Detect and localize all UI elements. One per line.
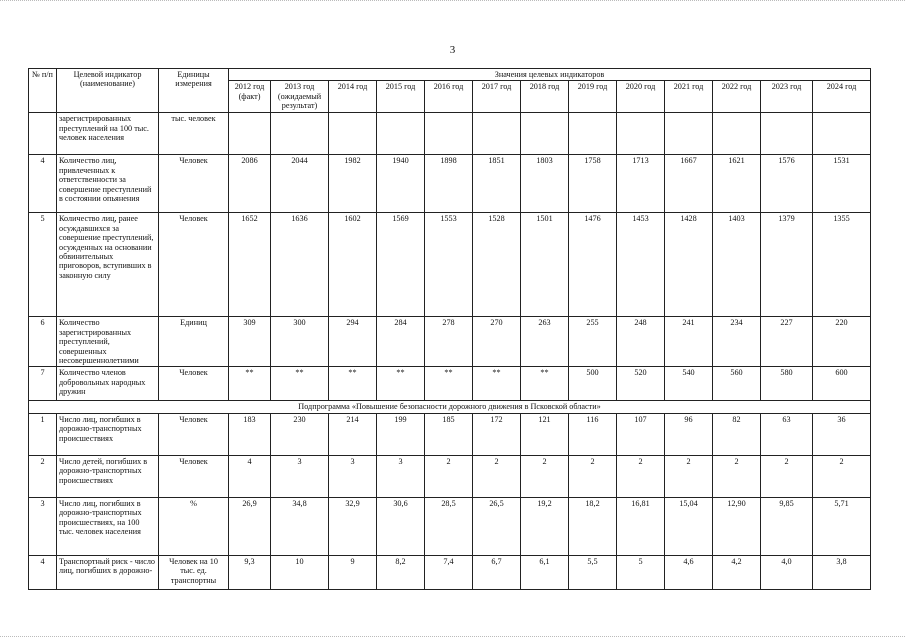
- indicator-value: 19,2: [521, 497, 569, 555]
- indicator-value: 1528: [473, 213, 521, 317]
- indicator-value: 4,6: [665, 555, 713, 589]
- table-row: [29, 497, 871, 555]
- indicator-unit: Человек: [159, 155, 229, 213]
- year-header: 2019 год: [569, 81, 617, 113]
- indicator-value: 32,9: [329, 497, 377, 555]
- indicator-value: 6,7: [473, 555, 521, 589]
- indicator-unit: %: [159, 497, 229, 555]
- indicator-value: 4: [229, 455, 271, 497]
- indicator-value: 121: [521, 413, 569, 455]
- indicator-name: Транспортный риск - число лиц, погибших в дорожно-: [57, 555, 159, 589]
- table-row: [29, 367, 871, 401]
- indicator-value: 2086: [229, 155, 271, 213]
- indicator-name: зарегистрированных преступлений на 100 тыс. человек населения: [57, 113, 159, 155]
- indicator-value: 227: [761, 317, 813, 367]
- indicator-value: 1428: [665, 213, 713, 317]
- indicator-value: 1355: [813, 213, 871, 317]
- year-header: 2015 год: [377, 81, 425, 113]
- indicator-value: 3: [377, 455, 425, 497]
- indicator-value: **: [425, 367, 473, 401]
- indicator-value: 2: [713, 455, 761, 497]
- year-header: 2024 год: [813, 81, 871, 113]
- indicator-value: 1621: [713, 155, 761, 213]
- indicator-value: 9: [329, 555, 377, 589]
- indicator-value: 12,90: [713, 497, 761, 555]
- table-row: [29, 213, 871, 317]
- indicator-value: [473, 113, 521, 155]
- header-unit: Единицы измерения: [159, 69, 229, 113]
- indicator-value: [521, 113, 569, 155]
- indicator-value: 5,71: [813, 497, 871, 555]
- indicator-value: 284: [377, 317, 425, 367]
- row-number: 5: [29, 213, 57, 317]
- indicator-unit: Единиц: [159, 317, 229, 367]
- indicator-unit: тыс. человек: [159, 113, 229, 155]
- page-number: 3: [449, 44, 456, 56]
- indicator-value: 580: [761, 367, 813, 401]
- indicator-value: 2: [665, 455, 713, 497]
- indicator-value: 278: [425, 317, 473, 367]
- year-header: 2013 год (ожидаемый результат): [271, 81, 329, 113]
- year-header: 2017 год: [473, 81, 521, 113]
- indicator-value: 1898: [425, 155, 473, 213]
- indicator-value: 26,9: [229, 497, 271, 555]
- indicator-value: [569, 113, 617, 155]
- header-indicator: Целевой индикатор (наименование): [57, 69, 159, 113]
- indicator-value: 10: [271, 555, 329, 589]
- indicator-value: 520: [617, 367, 665, 401]
- header-num: № п/п: [29, 69, 57, 113]
- table-row: [29, 555, 871, 589]
- indicator-value: [713, 113, 761, 155]
- indicator-name: Количество зарегистрированных преступлений, совершенных несовершеннолетними: [57, 317, 159, 367]
- indicator-name: Число лиц, погибших в дорожно-транспортных происшествиях, на 100 тыс. человек населения: [57, 497, 159, 555]
- row-number: 2: [29, 455, 57, 497]
- indicator-value: 116: [569, 413, 617, 455]
- indicator-value: 1652: [229, 213, 271, 317]
- indicator-value: 1531: [813, 155, 871, 213]
- indicator-value: [329, 113, 377, 155]
- year-header: 2022 год: [713, 81, 761, 113]
- indicator-value: 183: [229, 413, 271, 455]
- year-header: 2021 год: [665, 81, 713, 113]
- indicator-value: 1403: [713, 213, 761, 317]
- indicator-value: 220: [813, 317, 871, 367]
- indicator-value: 4,0: [761, 555, 813, 589]
- indicator-value: 34,8: [271, 497, 329, 555]
- indicator-value: 234: [713, 317, 761, 367]
- indicator-value: 96: [665, 413, 713, 455]
- row-number: 4: [29, 155, 57, 213]
- table-row: [29, 413, 871, 455]
- indicator-value: 30,6: [377, 497, 425, 555]
- row-number: 3: [29, 497, 57, 555]
- indicator-value: 9,3: [229, 555, 271, 589]
- indicator-value: 1636: [271, 213, 329, 317]
- indicator-value: 2: [425, 455, 473, 497]
- indicator-value: 15,04: [665, 497, 713, 555]
- indicator-value: 600: [813, 367, 871, 401]
- indicator-value: 28,5: [425, 497, 473, 555]
- indicator-value: 540: [665, 367, 713, 401]
- indicator-value: 63: [761, 413, 813, 455]
- indicator-value: 230: [271, 413, 329, 455]
- indicator-value: 263: [521, 317, 569, 367]
- indicator-value: 1803: [521, 155, 569, 213]
- indicator-value: 16,81: [617, 497, 665, 555]
- indicator-name: Количество членов добровольных народных дружин: [57, 367, 159, 401]
- indicator-value: 309: [229, 317, 271, 367]
- scan-top-edge: [0, 0, 905, 3]
- indicators-table: [28, 68, 871, 590]
- header-values: Значения целевых индикаторов: [229, 69, 871, 81]
- subprogram-row: [29, 401, 871, 413]
- indicator-unit: Человек: [159, 455, 229, 497]
- indicator-value: 3: [271, 455, 329, 497]
- indicator-value: 1569: [377, 213, 425, 317]
- indicator-value: **: [473, 367, 521, 401]
- indicator-value: 214: [329, 413, 377, 455]
- indicator-value: 4,2: [713, 555, 761, 589]
- indicator-name: Количество лиц, ранее осуждавшихся за совершение преступлений, осужденных на основании обвинительных приговоров, вступивших в законную силу: [57, 213, 159, 317]
- indicator-value: **: [229, 367, 271, 401]
- indicator-value: 9,85: [761, 497, 813, 555]
- indicator-value: 2: [521, 455, 569, 497]
- indicator-value: 270: [473, 317, 521, 367]
- indicator-value: 185: [425, 413, 473, 455]
- indicator-value: [229, 113, 271, 155]
- indicator-value: 3: [329, 455, 377, 497]
- row-number: [29, 113, 57, 155]
- indicator-value: 2: [761, 455, 813, 497]
- indicator-value: 6,1: [521, 555, 569, 589]
- indicator-value: [761, 113, 813, 155]
- indicator-value: 107: [617, 413, 665, 455]
- indicator-value: 255: [569, 317, 617, 367]
- indicator-value: 1501: [521, 213, 569, 317]
- indicator-value: **: [271, 367, 329, 401]
- row-number: 4: [29, 555, 57, 589]
- indicator-value: 300: [271, 317, 329, 367]
- indicator-value: 172: [473, 413, 521, 455]
- indicator-value: 2: [617, 455, 665, 497]
- table-row: [29, 455, 871, 497]
- indicator-value: 1453: [617, 213, 665, 317]
- indicator-value: 500: [569, 367, 617, 401]
- indicator-unit: Человек на 10 тыс. ед. транспортны: [159, 555, 229, 589]
- year-header: 2016 год: [425, 81, 473, 113]
- indicator-value: 1476: [569, 213, 617, 317]
- indicator-value: [665, 113, 713, 155]
- year-header: 2012 год (факт): [229, 81, 271, 113]
- indicator-value: 560: [713, 367, 761, 401]
- year-header: 2018 год: [521, 81, 569, 113]
- row-number: 7: [29, 367, 57, 401]
- indicator-value: **: [521, 367, 569, 401]
- indicator-value: 1940: [377, 155, 425, 213]
- indicator-value: 1851: [473, 155, 521, 213]
- indicator-value: 1982: [329, 155, 377, 213]
- subprogram-title: Подпрограмма «Повышение безопасности дорожного движения в Псковской области»: [29, 401, 871, 413]
- indicator-value: 1667: [665, 155, 713, 213]
- indicator-value: 8,2: [377, 555, 425, 589]
- indicator-value: 1758: [569, 155, 617, 213]
- indicator-value: [377, 113, 425, 155]
- indicator-value: 1553: [425, 213, 473, 317]
- indicator-value: 2: [813, 455, 871, 497]
- indicator-value: 5: [617, 555, 665, 589]
- year-header: 2023 год: [761, 81, 813, 113]
- indicator-value: 1602: [329, 213, 377, 317]
- indicator-unit: Человек: [159, 213, 229, 317]
- table-row: [29, 317, 871, 367]
- indicator-value: 1713: [617, 155, 665, 213]
- indicator-value: 2: [569, 455, 617, 497]
- indicator-value: 248: [617, 317, 665, 367]
- indicator-unit: Человек: [159, 367, 229, 401]
- indicator-value: 294: [329, 317, 377, 367]
- indicator-value: **: [377, 367, 425, 401]
- indicator-value: 2: [473, 455, 521, 497]
- table-row: [29, 113, 871, 155]
- indicator-value: 241: [665, 317, 713, 367]
- indicator-unit: Человек: [159, 413, 229, 455]
- year-header: 2020 год: [617, 81, 665, 113]
- indicator-value: 1379: [761, 213, 813, 317]
- indicator-name: Число лиц, погибших в дорожно-транспортных происшествиях: [57, 413, 159, 455]
- year-header: 2014 год: [329, 81, 377, 113]
- row-number: 6: [29, 317, 57, 367]
- indicator-value: 3,8: [813, 555, 871, 589]
- indicator-value: 7,4: [425, 555, 473, 589]
- indicator-name: Число детей, погибших в дорожно-транспортных происшествиях: [57, 455, 159, 497]
- indicator-value: 26,5: [473, 497, 521, 555]
- row-number: 1: [29, 413, 57, 455]
- indicator-value: 36: [813, 413, 871, 455]
- indicator-value: 82: [713, 413, 761, 455]
- indicator-value: 1576: [761, 155, 813, 213]
- indicator-value: [425, 113, 473, 155]
- table-body: [29, 113, 871, 589]
- scan-bottom-edge: [0, 636, 905, 639]
- indicator-value: **: [329, 367, 377, 401]
- indicator-value: [813, 113, 871, 155]
- indicator-value: 199: [377, 413, 425, 455]
- indicator-value: 2044: [271, 155, 329, 213]
- indicator-value: [271, 113, 329, 155]
- indicator-value: 5,5: [569, 555, 617, 589]
- table-row: [29, 155, 871, 213]
- indicator-value: 18,2: [569, 497, 617, 555]
- indicator-name: Количество лиц, привлеченных к ответственности за совершение преступлений в состоянии опьянения: [57, 155, 159, 213]
- indicator-value: [617, 113, 665, 155]
